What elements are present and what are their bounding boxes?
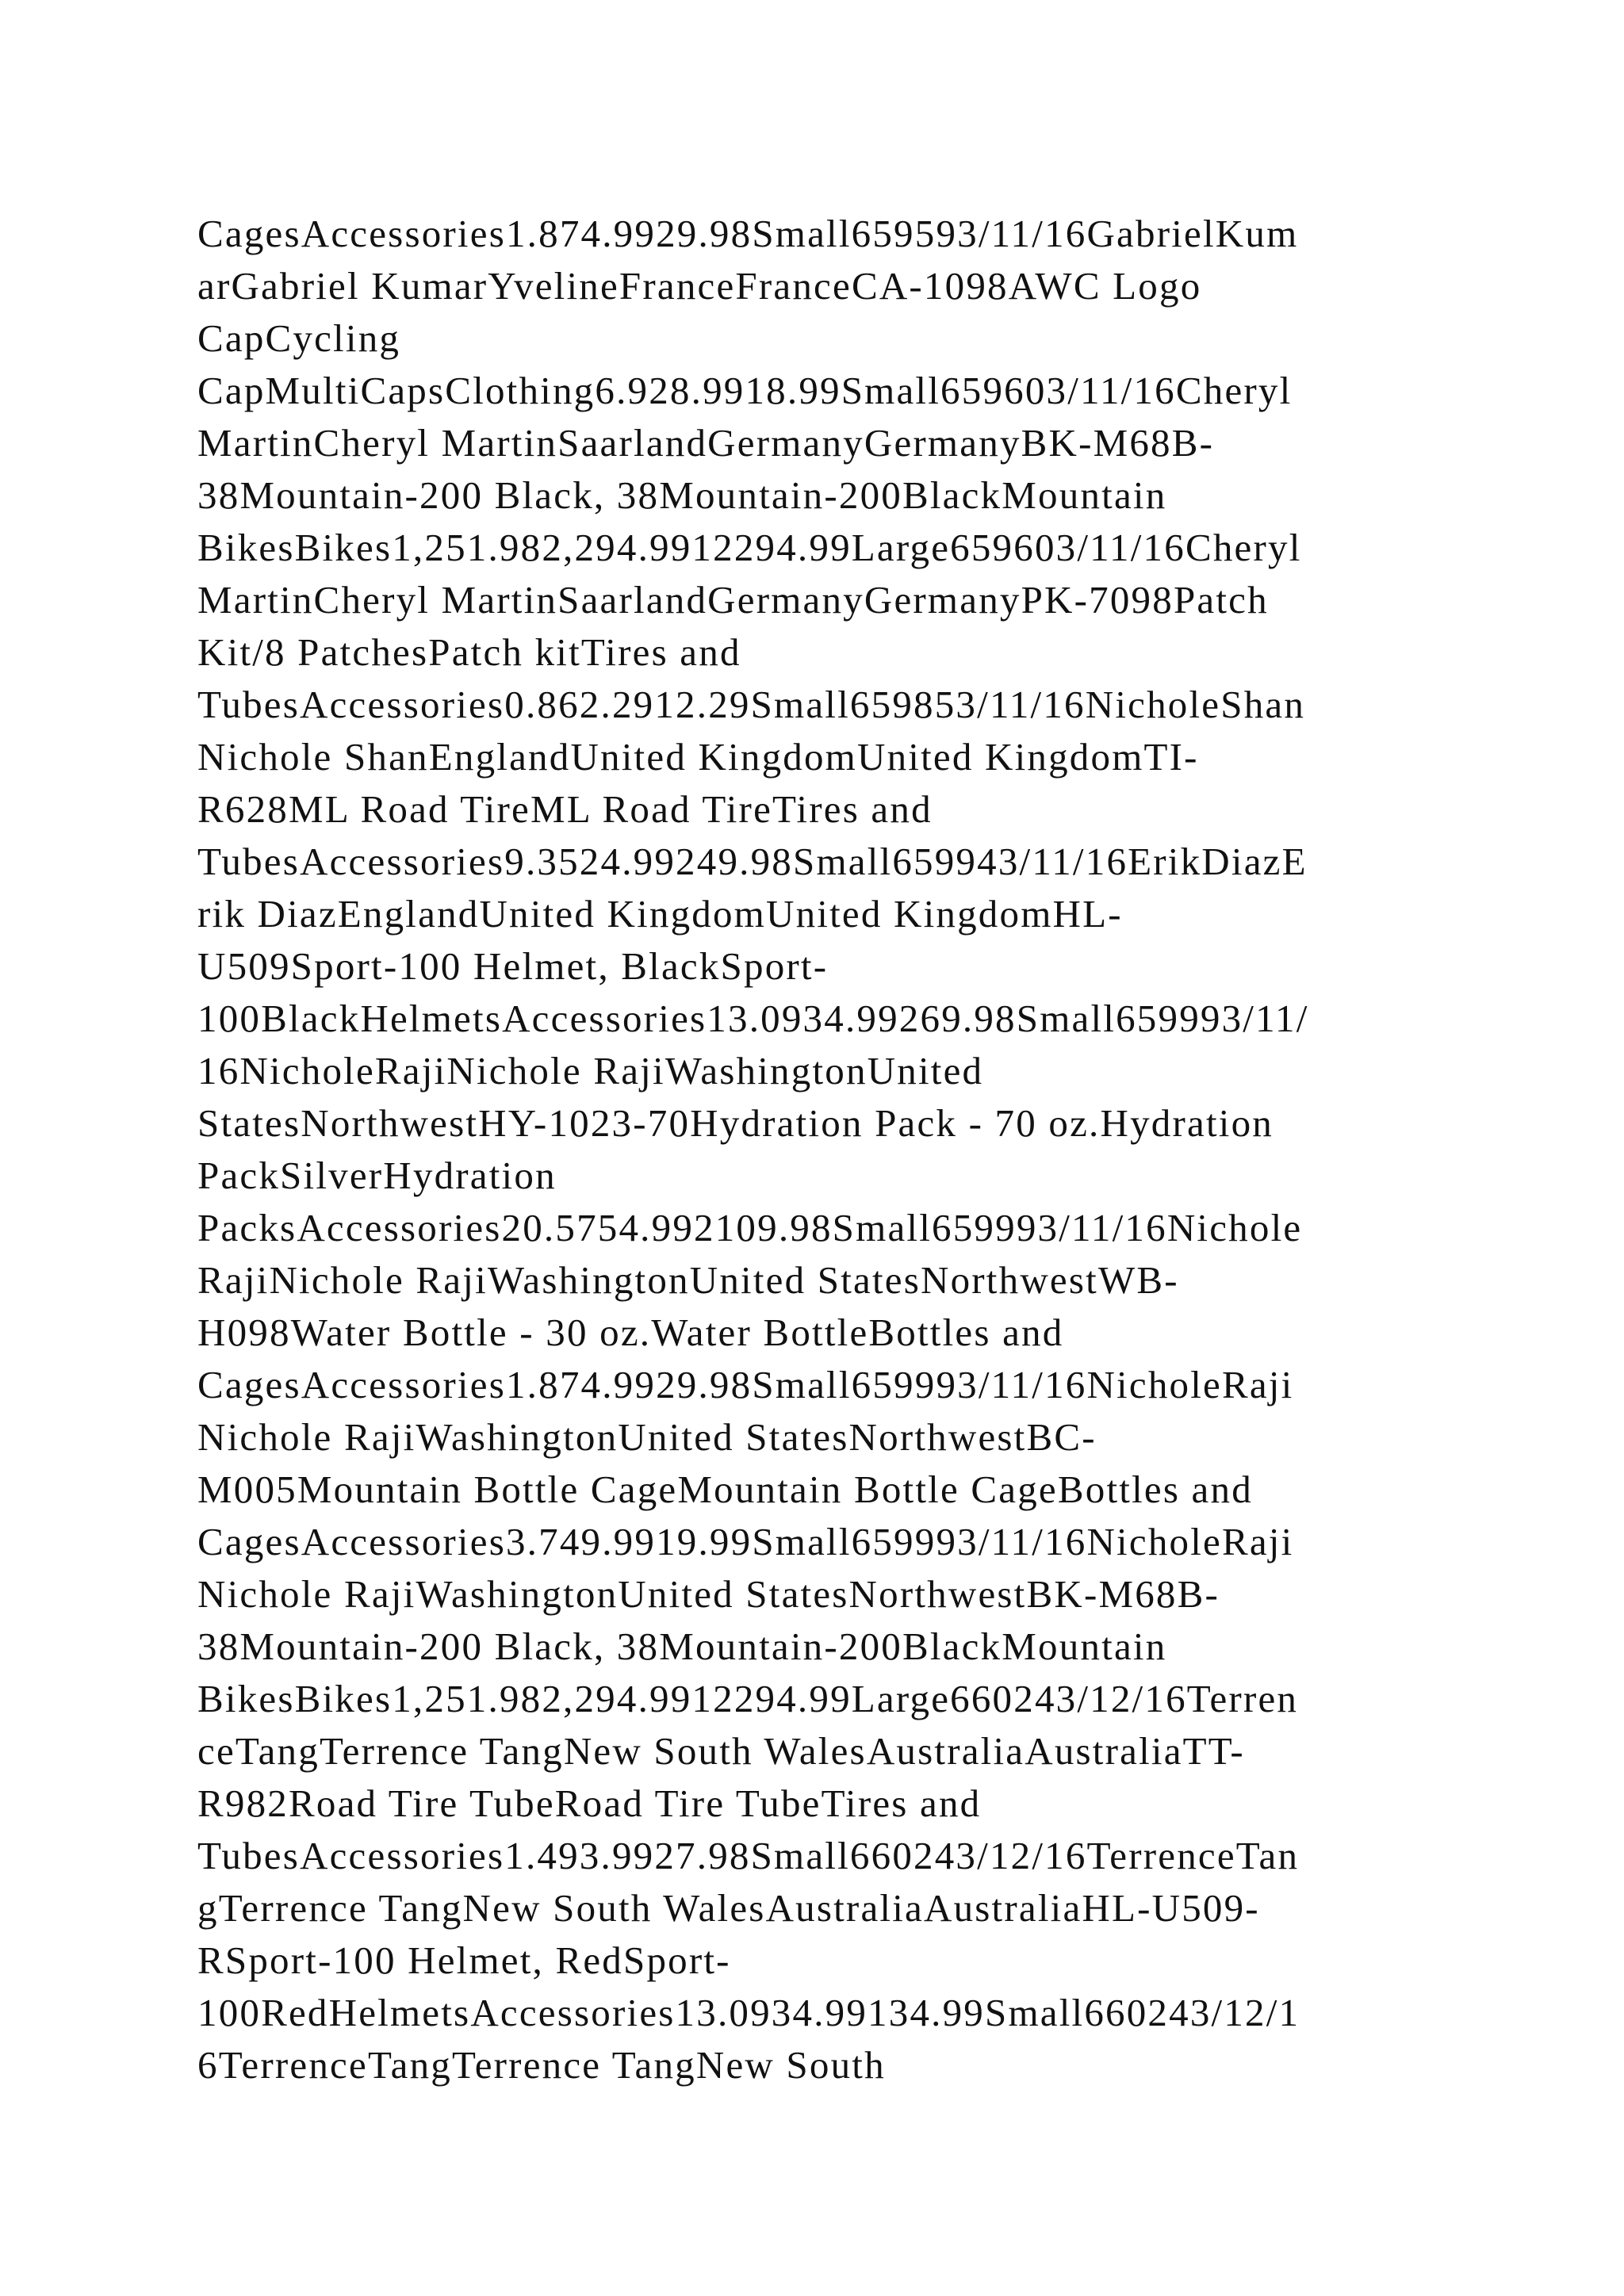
text-line: CagesAccessories3.749.9919.99Small659993/11/16NicholeRaji	[197, 1520, 1294, 1563]
text-line: 100BlackHelmetsAccessories13.0934.99269.98Small659993/11/	[197, 997, 1309, 1040]
text-line: CapMultiCapsClothing6.928.9918.99Small659603/11/16Cheryl	[197, 369, 1293, 412]
text-line: 16NicholeRajiNichole RajiWashingtonUnited	[197, 1049, 984, 1093]
text-line: TubesAccessories0.862.2912.29Small659853/11/16NicholeShan	[197, 683, 1306, 726]
text-line: 38Mountain-200 Black, 38Mountain-200BlackMountain	[197, 473, 1167, 517]
text-line: MartinCheryl MartinSaarlandGermanyGermanyBK-M68B-	[197, 421, 1215, 465]
text-line: Kit/8 PatchesPatch kitTires and	[197, 630, 741, 674]
text-line: Nichole RajiWashingtonUnited StatesNorthwestBC-	[197, 1415, 1097, 1459]
text-line: BikesBikes1,251.982,294.9912294.99Large659603/11/16Cheryl	[197, 526, 1302, 569]
text-line: RajiNichole RajiWashingtonUnited StatesNorthwestWB-	[197, 1258, 1179, 1302]
text-line: 100RedHelmetsAccessories13.0934.99134.99Small660243/12/1	[197, 1991, 1300, 2034]
text-line: BikesBikes1,251.982,294.9912294.99Large660243/12/16Terren	[197, 1677, 1299, 1720]
text-line: MartinCheryl MartinSaarlandGermanyGermanyPK-7098Patch	[197, 578, 1269, 622]
text-line: R628ML Road TireML Road TireTires and	[197, 787, 933, 831]
text-line: Nichole ShanEnglandUnited KingdomUnited KingdomTI-	[197, 735, 1199, 779]
text-line: TubesAccessories9.3524.99249.98Small659943/11/16ErikDiazE	[197, 840, 1308, 883]
text-line: CagesAccessories1.874.9929.98Small659993/11/16NicholeRaji	[197, 1363, 1294, 1406]
text-line: ceTangTerrence TangNew South WalesAustraliaAustraliaTT-	[197, 1729, 1245, 1773]
text-line: H098Water Bottle - 30 oz.Water BottleBottles and	[197, 1311, 1064, 1354]
text-line: CapCycling	[197, 316, 401, 360]
text-line: M005Mountain Bottle CageMountain Bottle CageBottles and	[197, 1468, 1253, 1511]
body-text	[197, 208, 1466, 2091]
text-line: StatesNorthwestHY-1023-70Hydration Pack - 70 oz.Hydration	[197, 1101, 1274, 1145]
text-line: PacksAccessories20.5754.992109.98Small659993/11/16Nichole	[197, 1206, 1303, 1249]
text-line: Nichole RajiWashingtonUnited StatesNorthwestBK-M68B-	[197, 1572, 1220, 1616]
text-line: gTerrence TangNew South WalesAustraliaAustraliaHL-U509-	[197, 1886, 1260, 1930]
text-line: 6TerrenceTangTerrence TangNew South	[197, 2043, 886, 2087]
text-line: rik DiazEnglandUnited KingdomUnited KingdomHL-	[197, 892, 1123, 936]
text-line: U509Sport-100 Helmet, BlackSport-	[197, 944, 829, 988]
text-line: TubesAccessories1.493.9927.98Small660243/12/16TerrenceTan	[197, 1834, 1300, 1877]
text-line: RSport-100 Helmet, RedSport-	[197, 1938, 731, 1982]
text-line: PackSilverHydration	[197, 1154, 557, 1197]
text-line: arGabriel KumarYvelineFranceFranceCA-1098AWC Logo	[197, 264, 1202, 308]
text-line: R982Road Tire TubeRoad Tire TubeTires and	[197, 1781, 982, 1825]
text-line: 38Mountain-200 Black, 38Mountain-200BlackMountain	[197, 1624, 1167, 1668]
text-line: CagesAccessories1.874.9929.98Small659593/11/16GabrielKum	[197, 212, 1299, 255]
